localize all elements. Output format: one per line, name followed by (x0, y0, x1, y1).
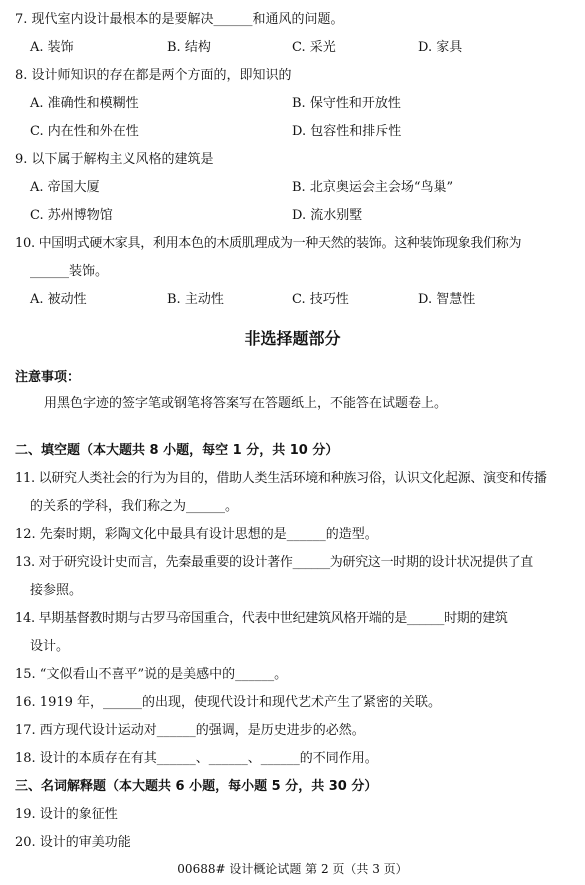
q9-option-b: B. 北京奥运会主会场“鸟巢” (292, 180, 454, 195)
q9-option-c: C. 苏州博物馆 (30, 208, 113, 223)
q7-option-b: B. 结构 (167, 40, 211, 55)
q10-option-a: A. 被动性 (30, 292, 87, 307)
q10-option-b: B. 主动性 (167, 292, 224, 307)
q18: 18. 设计的本质存在有其______、______、______的不同作用。 (15, 751, 378, 766)
q8-option-a: A. 准确性和模糊性 (30, 96, 139, 111)
part3-heading: 三、名词解释题（本大题共 6 小题，每小题 5 分，共 30 分） (15, 779, 378, 794)
q8-option-c: C. 内在性和外在性 (30, 124, 139, 139)
q13-line1: 13. 对于研究设计史而言，先秦最重要的设计著作______为研究这一时期的设计状况提供了直 (15, 555, 534, 570)
q10-option-c: C. 技巧性 (292, 292, 349, 307)
q10-stem-line2: ______装饰。 (30, 264, 109, 279)
q16: 16. 1919 年，______的出现，使现代设计和现代艺术产生了紧密的关联。 (15, 695, 442, 710)
q7-option-a: A. 装饰 (30, 40, 74, 55)
notice-heading: 注意事项： (15, 370, 81, 385)
q9-option-a: A. 帝国大厦 (30, 180, 100, 195)
q9-option-d: D. 流水别墅 (292, 208, 363, 223)
section-title: 非选择题部分 (244, 329, 341, 348)
q7-stem: 7. 现代室内设计最根本的是要解决______和通风的问题。 (15, 12, 344, 27)
q15: 15. “文似看山不喜平”说的是美感中的______。 (15, 667, 288, 682)
part2-heading: 二、填空题（本大题共 8 小题，每空 1 分，共 10 分） (15, 443, 339, 458)
notice-text: 用黑色字迹的签字笔或钢笔将答案写在答题纸上，不能答在试题卷上。 (44, 396, 448, 411)
q14-line1: 14. 早期基督教时期与古罗马帝国重合，代表中世纪建筑风格开端的是______时期的建筑 (15, 611, 508, 626)
q17: 17. 西方现代设计运动对______的强调，是历史进步的必然。 (15, 723, 365, 738)
q14-line2: 设计。 (30, 639, 70, 654)
q10-option-d: D. 智慧性 (418, 292, 476, 307)
q8-stem: 8. 设计师知识的存在都是两个方面的，即知识的 (15, 68, 292, 83)
page-footer: 00688# 设计概论试题 第 2 页（共 3 页） (177, 862, 408, 876)
q11-line1: 11. 以研究人类社会的行为为目的，借助人类生活环境和种族习俗，认识文化起源、演变和传播 (15, 471, 547, 486)
q20: 20. 设计的审美功能 (15, 835, 131, 850)
q12: 12. 先秦时期，彩陶文化中最具有设计思想的是______的造型。 (15, 527, 378, 542)
q7-option-d: D. 家具 (418, 40, 463, 55)
q9-stem: 9. 以下属于解构主义风格的建筑是 (15, 152, 214, 167)
q8-option-d: D. 包容性和排斥性 (292, 124, 402, 139)
q8-option-b: B. 保守性和开放性 (292, 96, 401, 111)
q13-line2: 接参照。 (30, 583, 83, 598)
q10-stem-line1: 10. 中国明式硬木家具，利用本色的木质肌理成为一种天然的装饰。这种装饰现象我们称为 (15, 236, 522, 251)
q11-line2: 的关系的学科，我们称之为______。 (30, 499, 239, 514)
q19: 19. 设计的象征性 (15, 807, 118, 822)
q7-option-c: C. 采光 (292, 40, 336, 55)
